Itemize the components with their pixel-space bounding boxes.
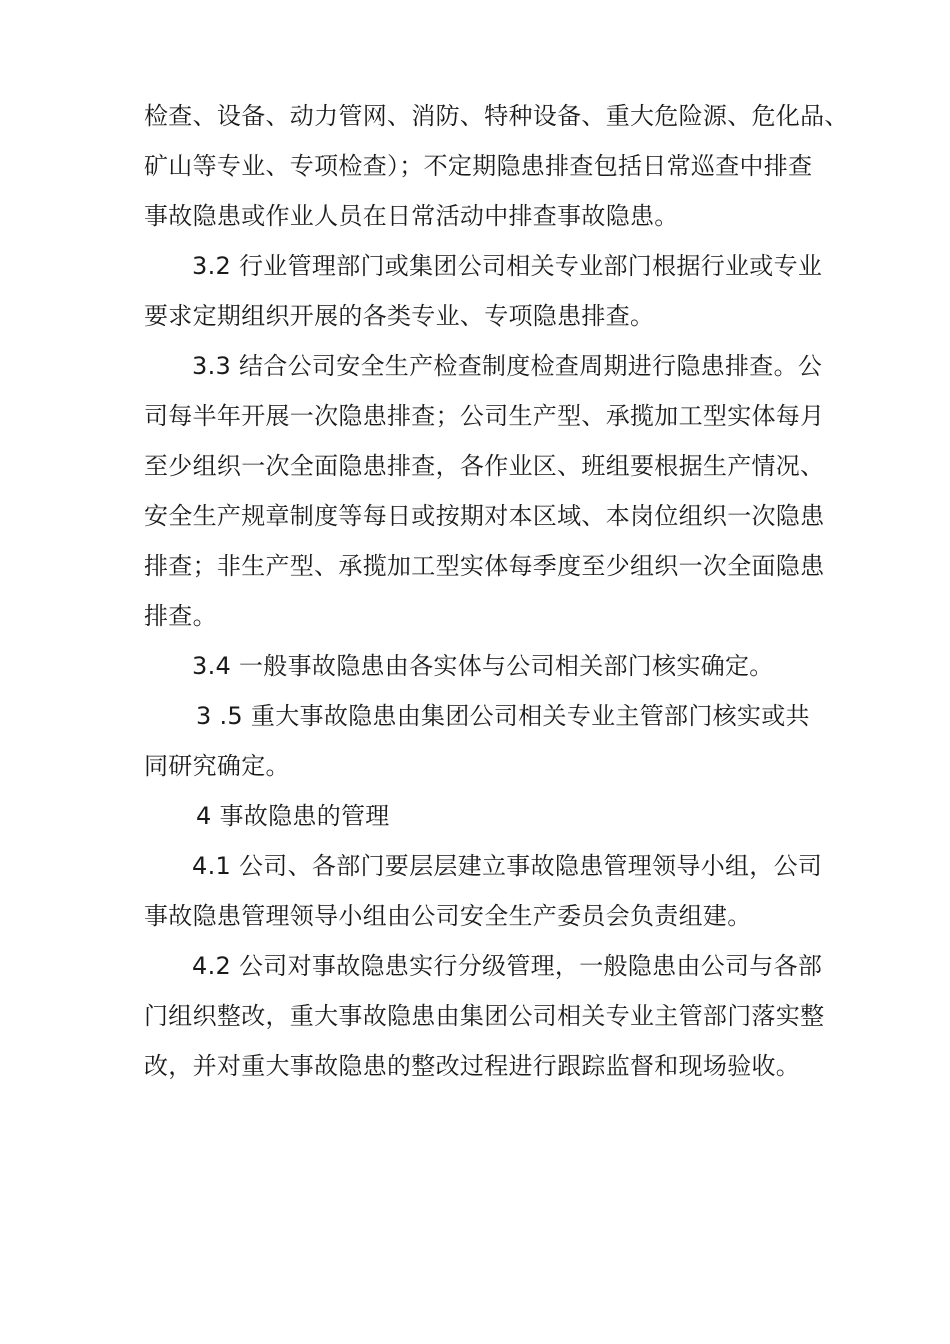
section-4-1-line: 4.1 公司、各部门要层层建立事故隐患管理领导小组，公司 bbox=[192, 852, 823, 880]
paragraph-line: 要求定期组织开展的各类专业、专项隐患排查。 bbox=[144, 302, 655, 330]
paragraph-line: 至少组织一次全面隐患排查，各作业区、班组要根据生产情况、 bbox=[144, 452, 825, 480]
section-3-5-line: 3 .5 重大事故隐患由集团公司相关专业主管部门核实或共 bbox=[196, 702, 810, 730]
section-4-2-line: 4.2 公司对事故隐患实行分级管理，一般隐患由公司与各部 bbox=[192, 952, 823, 980]
paragraph-line: 司每半年开展一次隐患排查；公司生产型、承揽加工型实体每月 bbox=[144, 402, 825, 430]
section-4-heading: 4 事故隐患的管理 bbox=[196, 802, 390, 830]
section-3-4-line: 3.4 一般事故隐患由各实体与公司相关部门核实确定。 bbox=[192, 652, 774, 680]
paragraph-line: 矿山等专业、专项检查）；不定期隐患排查包括日常巡查中排查 bbox=[144, 152, 813, 180]
paragraph-line: 检查、设备、动力管网、消防、特种设备、重大危险源、危化品、 bbox=[144, 102, 849, 130]
paragraph-line: 同研究确定。 bbox=[144, 752, 290, 780]
section-3-2-line: 3.2 行业管理部门或集团公司相关专业部门根据行业或专业 bbox=[192, 252, 823, 280]
paragraph-line: 门组织整改，重大事故隐患由集团公司相关专业主管部门落实整 bbox=[144, 1002, 825, 1030]
paragraph-line: 事故隐患管理领导小组由公司安全生产委员会负责组建。 bbox=[144, 902, 752, 930]
section-3-3-line: 3.3 结合公司安全生产检查制度检查周期进行隐患排查。公 bbox=[192, 352, 823, 380]
paragraph-line: 排查；非生产型、承揽加工型实体每季度至少组织一次全面隐患 bbox=[144, 552, 825, 580]
paragraph-line: 改，并对重大事故隐患的整改过程进行跟踪监督和现场验收。 bbox=[144, 1052, 801, 1080]
paragraph-line: 排查。 bbox=[144, 602, 217, 630]
paragraph-line: 安全生产规章制度等每日或按期对本区域、本岗位组织一次隐患 bbox=[144, 502, 825, 530]
paragraph-line: 事故隐患或作业人员在日常活动中排查事故隐患。 bbox=[144, 202, 679, 230]
